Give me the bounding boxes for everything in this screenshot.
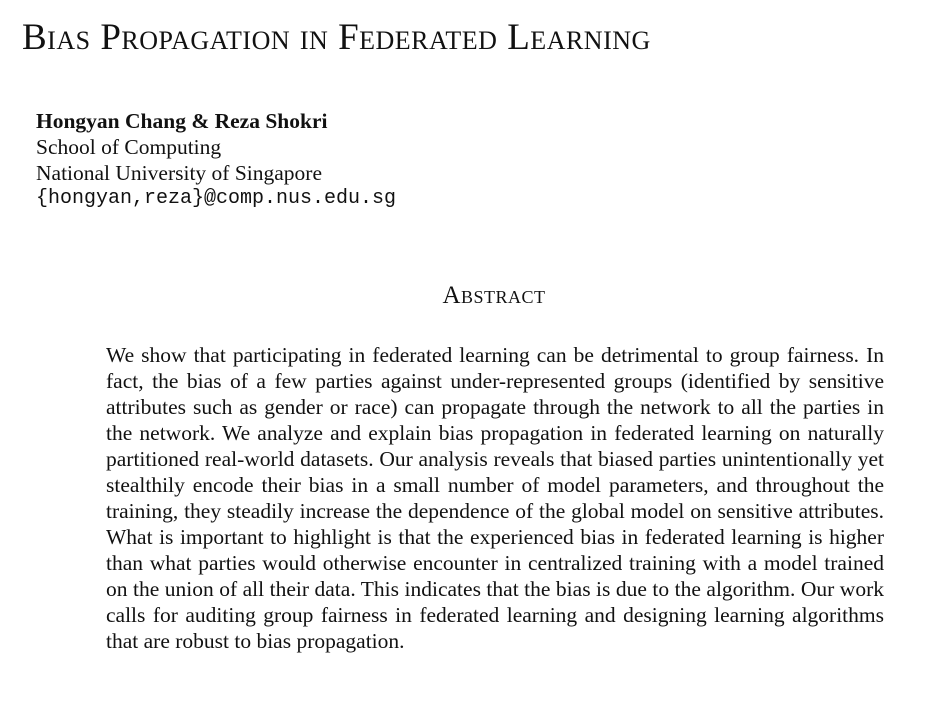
abstract-heading: Abstract [442, 282, 546, 309]
author-email: {hongyan,reza}@comp.nus.edu.sg [36, 187, 397, 210]
author-block [36, 108, 396, 212]
author-department: School of Computing [36, 135, 222, 159]
author-institution: National University of Singapore [36, 161, 323, 185]
abstract-text: We show that participating in federated learning can be detrimental to group fairness. In fact, the bias of a few parties against under-represented groups (identified by sensitive attributes such as gender or race) can propagate through the network to all the parties in the network. We analyze and explain bias propagation in federated learning on naturally partitioned real-world datasets. Our analysis reveals that biased parties unintentionally yet stealthily encode their bias in a small number of model parameters, and throughout the training, they steadily increase the dependence of the global model on sensitive attributes. What is important to highlight is that the experienced bias in federated learning is higher than what parties would otherwise encounter in centralized training with a model trained on the union of all their data. This indicates that the bias is due to the algorithm. Our work calls for auditing group fairness in federated learning and designing learning algorithms that are robust to bias propagation. [106, 343, 884, 653]
author-names: Hongyan Chang & Reza Shokri [36, 109, 328, 133]
paper-title: Bias Propagation in Federated Learning [22, 17, 651, 58]
